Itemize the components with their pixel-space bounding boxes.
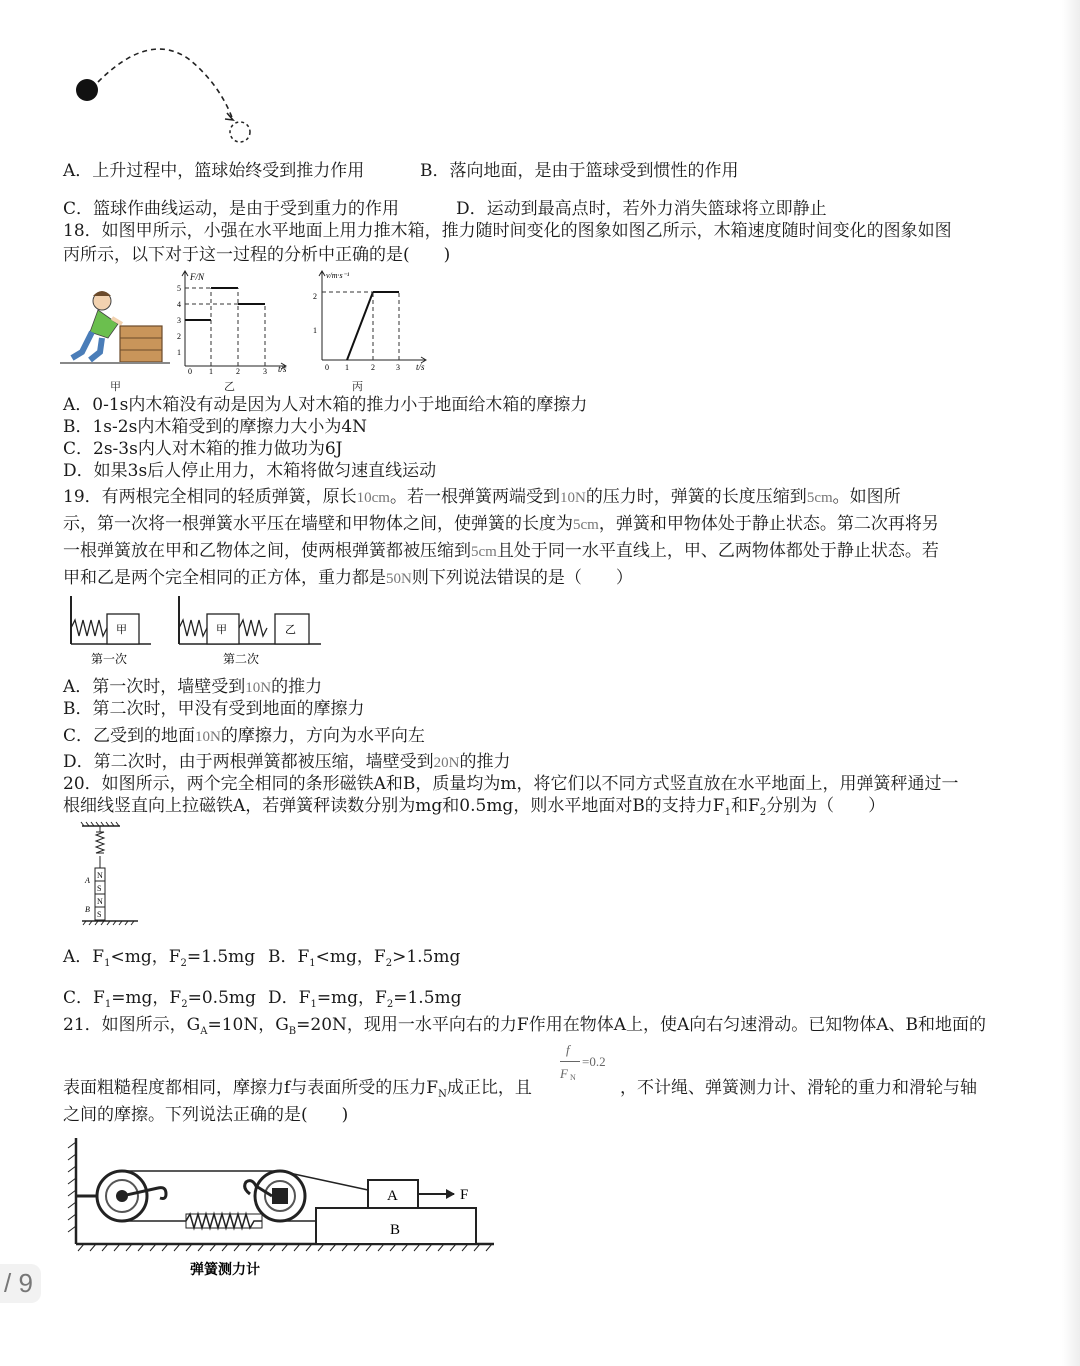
svg-text:N: N xyxy=(97,897,103,906)
svg-text:第二次: 第二次 xyxy=(223,652,260,666)
svg-text:3: 3 xyxy=(396,363,400,372)
svg-text:B: B xyxy=(85,905,90,914)
velocity-time-graph xyxy=(313,271,426,372)
svg-text:3: 3 xyxy=(177,316,181,325)
fraction-numerator: f xyxy=(566,1042,570,1057)
boy-pushing-box xyxy=(60,291,170,363)
q18-option-b: B．1s-2s内木箱受到的摩擦力大小为4N xyxy=(63,417,368,437)
q21-stem-line2: 表面粗糙程度都相同，摩擦力f与表面所受的压力$F_N$成正比，且 xyxy=(63,1078,532,1100)
fraction-denominator: F xyxy=(560,1066,568,1081)
svg-text:A: A xyxy=(85,876,90,885)
q20-stem-line1: 20．如图所示，两个完全相同的条形磁铁A和B，质量均为m，将它们以不同方式竖直放在水平地面上，用弹簧秤通过一 xyxy=(63,774,959,794)
svg-text:第一次: 第一次 xyxy=(91,652,128,666)
q18-option-d: D．如果3s后人停止用力，木箱将做匀速直线运动 xyxy=(63,461,437,481)
q17-option-a: A．上升过程中，篮球始终受到推力作用 xyxy=(63,161,365,181)
svg-text:2: 2 xyxy=(313,292,317,301)
fig-label-yi: 乙 xyxy=(224,381,235,393)
q18-stem-line1: 18．如图甲所示，小强在水平地面上用力推木箱，推力随时间变化的图象如图乙所示，木箱速度随时间变化的图象如图 xyxy=(63,221,952,241)
q20-option-d: D．$F_1=mg$，$F_2=1.5mg$ xyxy=(268,988,462,1010)
q19-stem-line2: 示，第一次将一根弹簧水平压在墙壁和甲物体之间，使弹簧的长度为5cm，弹簧和甲物体处于静止状态。第二次再将另 xyxy=(63,514,939,534)
svg-text:2: 2 xyxy=(236,367,240,376)
svg-text:v/m·s⁻¹: v/m·s⁻¹ xyxy=(326,271,350,280)
q17-option-d: D．运动到最高点时，若外力消失篮球将立即静止 xyxy=(456,199,827,219)
q17-option-b: B．落向地面，是由于篮球受到惯性的作用 xyxy=(420,161,739,181)
svg-text:甲: 甲 xyxy=(216,624,227,636)
fraction-denominator-sub: N xyxy=(570,1073,576,1082)
page-edge xyxy=(1062,0,1080,1366)
fraction-value: =0.2 xyxy=(582,1054,606,1069)
svg-text:0: 0 xyxy=(325,363,329,372)
basketball-start xyxy=(76,79,98,101)
svg-text:t/s: t/s xyxy=(416,362,425,372)
q21-stem-line2-end: ，不计绳、弹簧测力计、滑轮的重力和滑轮与轴 xyxy=(620,1078,977,1098)
q20-option-b: B．$F_1<mg$，$F_2>1.5mg$ xyxy=(268,947,461,969)
svg-text:0: 0 xyxy=(188,367,192,376)
svg-text:t/s: t/s xyxy=(278,364,287,374)
basketball-trajectory-figure xyxy=(70,40,270,150)
svg-text:3: 3 xyxy=(263,367,267,376)
force-time-graph xyxy=(177,271,287,376)
q21-stem-line1: 21．如图所示，$G_A=10N$，$G_B=20N$，现用一水平向右的力F作用在物体A上，使A向右匀速滑动。已知物体A、B和地面的 xyxy=(63,1015,987,1037)
svg-text:乙: 乙 xyxy=(285,624,296,636)
spring-scale xyxy=(186,1214,262,1228)
q21-stem-line3: 之间的摩擦。下列说法正确的是( ) xyxy=(63,1105,349,1125)
q20-option-a: A．$F_1<mg$，$F_2=1.5mg$ xyxy=(63,947,256,969)
svg-text:S: S xyxy=(97,910,102,919)
svg-text:4: 4 xyxy=(177,300,181,309)
q19-option-b: B．第二次时，甲没有受到地面的摩擦力 xyxy=(63,699,365,719)
svg-text:F: F xyxy=(460,1187,469,1203)
q20-stem-line2: 根细线竖直向上拉磁铁A，若弹簧秤读数分别为mg和0.5mg，则水平地面对B的支持力$F_1$和$F_2$分别为（ ） xyxy=(63,796,886,818)
svg-text:F/N: F/N xyxy=(190,272,205,282)
q19-stem-line3: 一根弹簧放在甲和乙物体之间，使两根弹簧都被压缩到5cm且处于同一水平直线上，甲、乙两物体都处于静止状态。若 xyxy=(63,541,939,561)
svg-text:1: 1 xyxy=(313,326,317,335)
fraction-bar xyxy=(560,1061,580,1062)
svg-text:2: 2 xyxy=(371,363,375,372)
q19-option-a: A．第一次时，墙壁受到10N的推力 xyxy=(63,677,323,697)
q21-ratio-fraction xyxy=(558,1042,622,1092)
basketball-end xyxy=(230,122,250,142)
svg-text:N: N xyxy=(97,871,103,880)
q17-option-c: C．篮球作曲线运动，是由于受到重力的作用 xyxy=(63,199,400,219)
svg-text:弹簧测力计: 弹簧测力计 xyxy=(190,1263,260,1278)
svg-text:1: 1 xyxy=(345,363,349,372)
svg-text:甲: 甲 xyxy=(116,624,127,636)
second-setup xyxy=(179,596,321,666)
svg-text:A: A xyxy=(387,1188,398,1204)
fig-label-bing: 丙 xyxy=(352,381,363,393)
svg-text:5: 5 xyxy=(177,284,181,293)
q19-option-c: C．乙受到的地面10N的摩擦力，方向为水平向左 xyxy=(63,726,425,746)
q21-pulley-figure xyxy=(62,1132,502,1282)
svg-text:B: B xyxy=(390,1222,401,1238)
page-number: / 9 xyxy=(0,1264,41,1303)
q18-option-c: C．2s-3s内人对木箱的推力做功为6J xyxy=(63,439,343,459)
svg-text:2: 2 xyxy=(177,332,181,341)
q20-magnet-figure xyxy=(80,820,150,935)
svg-text:1: 1 xyxy=(177,348,181,357)
q19-spring-figure xyxy=(66,592,336,672)
q19-stem-line1: 19．有两根完全相同的轻质弹簧，原长10cm。若一根弹簧两端受到10N的压力时，弹簧的长度压缩到5cm。如图所 xyxy=(63,487,901,507)
svg-text:1: 1 xyxy=(209,367,213,376)
q18-option-a: A．0-1s内木箱没有动是因为人对木箱的推力小于地面给木箱的摩擦力 xyxy=(63,395,588,415)
q19-stem-line4: 甲和乙是两个完全相同的正方体，重力都是50N则下列说法错误的是（ ） xyxy=(63,568,633,588)
svg-text:S: S xyxy=(97,884,102,893)
fig-label-jia: 甲 xyxy=(110,381,121,393)
q20-option-c: C．$F_1=mg$，$F_2=0.5mg$ xyxy=(63,988,256,1010)
first-setup xyxy=(71,596,151,666)
q18-stem-line2: 丙所示，以下对于这一过程的分析中正确的是( ) xyxy=(63,245,451,265)
q18-figures xyxy=(60,266,440,396)
trajectory-path xyxy=(98,49,233,120)
q19-option-d: D．第二次时，由于两根弹簧都被压缩，墙壁受到20N的推力 xyxy=(63,752,511,772)
